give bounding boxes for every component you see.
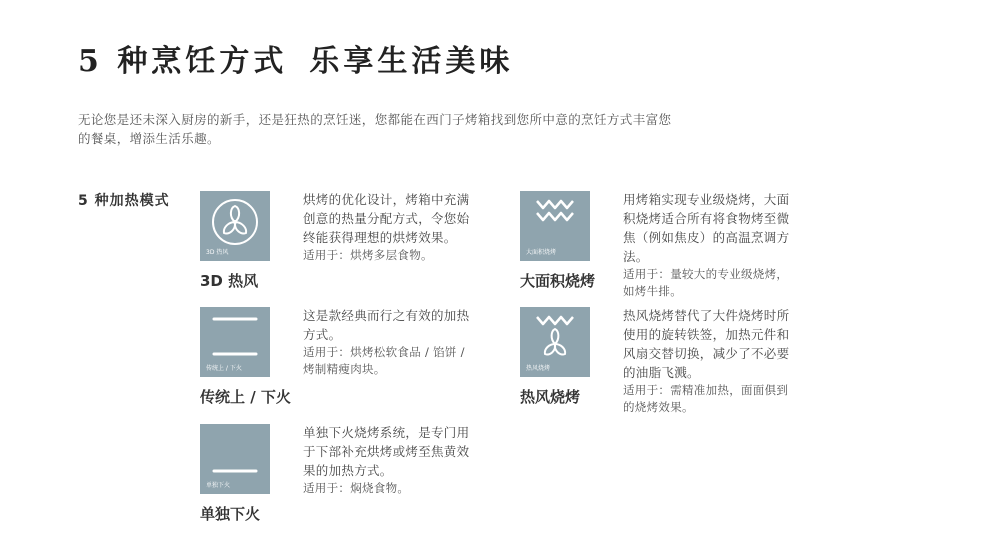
tile-caption: 传统上 / 下火: [206, 365, 242, 372]
suitable-note: 适用于：烘烤松软食品 / 馅饼 / 烤制精瘦肉块。: [303, 345, 465, 376]
intro-paragraph: 无论您是还未深入厨房的新手，还是狂热的烹饪迷，您都能在西门子烤箱找到您所中意的烹饪方式丰富您的餐桌，增添生活乐趣。: [78, 112, 672, 146]
suitable-note: 适用于：焖烧食物。: [303, 481, 410, 495]
title-right: 乐享生活美味: [309, 44, 514, 79]
description-text: 热风烧烤替代了大件烧烤时所使用的旋转铁签，加热元件和风扇交替切换，减少了不必要的油脂飞溅。: [623, 308, 790, 380]
mode-description: [303, 306, 479, 378]
mode-name: 传统上 / 下火: [200, 388, 291, 406]
title-left: 5 种烹饪方式: [78, 44, 288, 79]
mode-tile-3d-hot-air: [200, 191, 270, 261]
mode-tile-fan-grill: [520, 307, 590, 377]
description-text: 这是款经典而行之有效的加热方式。: [303, 308, 470, 342]
mode-tile-bottom-heat: [200, 424, 270, 494]
mode-description: [303, 190, 479, 264]
suitable-note: 适用于：需精准加热，面面俱到的烧烤效果。: [623, 383, 789, 414]
mode-tile-large-grill: [520, 191, 590, 261]
mode-name: 大面积烧烤: [520, 272, 596, 290]
description-text: 单独下火烧烤系统，是专门用于下部补充烘烤或烤至焦黄效果的加热方式。: [303, 425, 470, 478]
mode-description: [303, 423, 479, 497]
page-title: [78, 36, 513, 80]
description-text: 烘烤的优化设计，烤箱中充满创意的热量分配方式，令您始终能获得理想的烘烤效果。: [303, 192, 470, 245]
mode-description: [623, 190, 799, 300]
suitable-note: 适用于：量较大的专业级烧烤，如烤牛排。: [623, 267, 789, 298]
mode-tile-top-bottom-heat: [200, 307, 270, 377]
description-text: 用烤箱实现专业级烧烤，大面积烧烤适合所有将食物烤至微焦（例如焦皮）的高温烹调方法。: [623, 192, 790, 264]
tile-caption: 大面积烧烤: [526, 249, 557, 256]
section-label: 5 种加热模式: [78, 193, 170, 209]
tile-caption: 单独下火: [206, 482, 231, 489]
mode-name: 3D 热风: [200, 272, 259, 290]
tile-caption: 3D 热风: [206, 249, 229, 256]
tile-caption: 热风烧烤: [526, 365, 551, 372]
mode-description: [623, 306, 799, 416]
suitable-note: 适用于：烘烤多层食物。: [303, 248, 433, 262]
mode-name: 热风烧烤: [520, 388, 581, 406]
mode-name: 单独下火: [200, 505, 261, 523]
